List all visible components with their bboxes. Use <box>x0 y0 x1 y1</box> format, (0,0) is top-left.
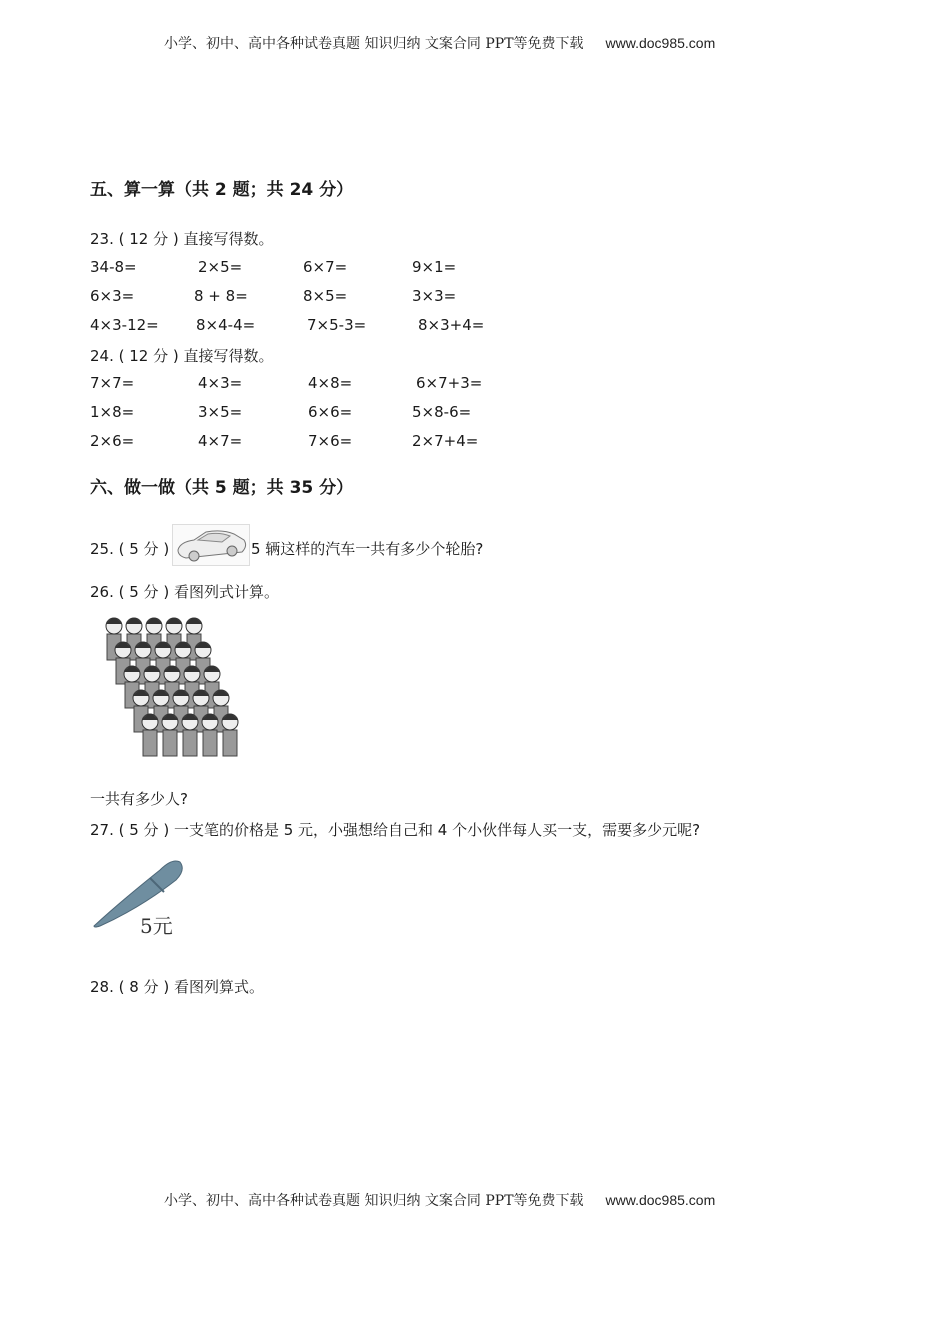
equation: 4×8= <box>308 374 353 392</box>
q28-title: 28. ( 8 分 ) 看图列算式。 <box>90 978 264 996</box>
q27-title: 27. ( 5 分 ) 一支笔的价格是 5 元，小强想给自己和 4 个小伙伴每人买一支，需要多少元呢? <box>90 821 701 839</box>
equation: 8×5= <box>303 287 348 305</box>
equation: 1×8= <box>90 403 135 421</box>
equation: 7×6= <box>308 432 353 450</box>
equation: 2×7+4= <box>412 432 479 450</box>
equation: 7×7= <box>90 374 135 392</box>
person-figure <box>162 714 178 756</box>
pen-price-label: 5元 <box>140 914 173 938</box>
page-header <box>164 33 715 53</box>
equation: 8×3+4= <box>418 316 485 334</box>
equation: 4×7= <box>198 432 243 450</box>
equation: 2×5= <box>198 258 243 276</box>
equation: 6×3= <box>90 287 135 305</box>
q25-text: 5 辆这样的汽车一共有多少个轮胎? <box>251 540 484 558</box>
page-footer <box>164 1190 715 1210</box>
q26-question: 一共有多少人? <box>90 790 188 808</box>
equation: 4×3-12= <box>90 316 159 334</box>
equation: 6×7= <box>303 258 348 276</box>
q23-title: 23. ( 12 分 ) 直接写得数。 <box>90 230 274 248</box>
equation: 3×3= <box>412 287 457 305</box>
equation: 6×6= <box>308 403 353 421</box>
q26-title: 26. ( 5 分 ) 看图列式计算。 <box>90 583 279 601</box>
header-url[interactable]: www.doc985.com <box>605 35 716 51</box>
footer-text: 小学、初中、高中各种试卷真题 知识归纳 文案合同 PPT等免费下载 <box>164 1193 584 1209</box>
q25-prefix: 25. ( 5 分 ) <box>90 540 170 558</box>
equation: 34-8= <box>90 258 137 276</box>
equation: 3×5= <box>198 403 243 421</box>
equation: 4×3= <box>198 374 243 392</box>
equation: 7×5-3= <box>307 316 367 334</box>
equation: 8×4-4= <box>196 316 256 334</box>
section-6-title: 六、做一做（共 5 题；共 35 分） <box>90 478 354 498</box>
person-figure <box>182 714 198 756</box>
equation: 6×7+3= <box>416 374 483 392</box>
person-figure <box>202 714 218 756</box>
people-image <box>100 612 265 772</box>
person-figure <box>222 714 238 756</box>
equation: 2×6= <box>90 432 135 450</box>
pen-image <box>90 852 190 937</box>
car-image <box>172 524 250 566</box>
equation: 8 + 8= <box>194 287 248 305</box>
equation: 9×1= <box>412 258 457 276</box>
q24-title: 24. ( 12 分 ) 直接写得数。 <box>90 347 274 365</box>
person-figure <box>142 714 158 756</box>
header-text: 小学、初中、高中各种试卷真题 知识归纳 文案合同 PPT等免费下载 <box>164 36 584 52</box>
equation: 5×8-6= <box>412 403 472 421</box>
footer-url[interactable]: www.doc985.com <box>605 1192 716 1208</box>
section-5-title: 五、算一算（共 2 题；共 24 分） <box>90 180 354 200</box>
